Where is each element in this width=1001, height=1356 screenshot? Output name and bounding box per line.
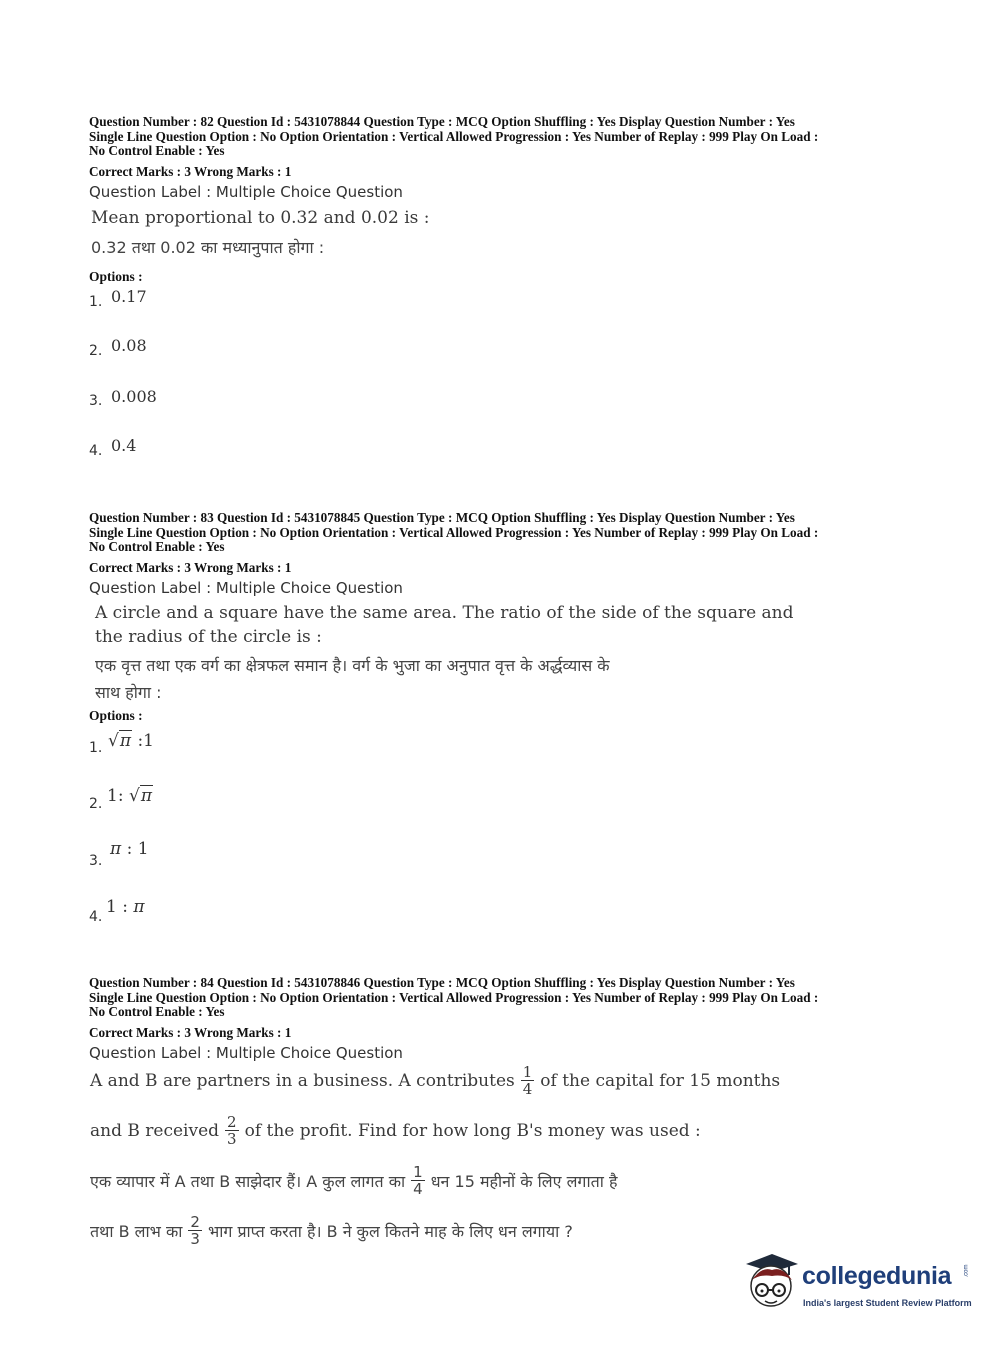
- question-82-text-hi: 0.32 तथा 0.02 का मध्यानुपात होगा :: [91, 238, 325, 257]
- option-value[interactable]: 0.008: [111, 387, 157, 406]
- question-83-text-hi-line1: एक वृत्त तथा एक वर्ग का क्षेत्रफल समान है। वर्ग के भुजा का अनुपात वृत्त के अर्द्धव्यास के: [95, 656, 610, 675]
- question-83-label: Question Label : Multiple Choice Question: [89, 579, 403, 597]
- question-84-text-en-line2: and B received $\frac{2}{3}$ of the profit. Find for how long B's money was used :: [90, 1113, 701, 1148]
- meta-line: No Control Enable : Yes: [89, 143, 225, 159]
- option-number: 2.: [89, 343, 103, 359]
- collegedunia-brand: collegedunia: [802, 1262, 952, 1290]
- meta-line: Question Number : 83 Question Id : 5431078845 Question Type : MCQ Option Shuffling : Yes Display Question Number : Yes: [89, 510, 795, 525]
- option-number: 2.: [89, 796, 103, 812]
- option-value[interactable]: 0.17: [111, 287, 147, 306]
- meta-line: Question Number : 82 Question Id : 5431078844 Question Type : MCQ Option Shuffling : Yes Display Question Number : Yes: [89, 114, 795, 129]
- collegedunia-dotcom: .com: [963, 1264, 970, 1278]
- question-83-text-en-line2: the radius of the circle is :: [95, 627, 322, 647]
- fraction-one-quarter: $\frac{1}{4}$: [522, 1063, 533, 1098]
- question-84-text-hi-line1: एक व्यापार में A तथा B साझेदार हैं। A कुल लागत का $\frac{1}{4}$ धन 15 महीनों के लिए लगाता है: [90, 1163, 618, 1198]
- meta-line: Single Line Question Option : No Option Orientation : Vertical Allowed Progression : Yes Number of Replay : 999 Play On Load :: [89, 128, 819, 144]
- question-83-meta: [89, 511, 919, 555]
- question-84-label: Question Label : Multiple Choice Question: [89, 1044, 403, 1062]
- question-83-text-en-line1: A circle and a square have the same area. The ratio of the side of the square and: [95, 603, 794, 623]
- square-root: √π: [128, 786, 152, 806]
- option-value-sqrt-pi-to-1[interactable]: √π :1: [108, 731, 154, 751]
- fraction-two-thirds: $\frac{2}{3}$: [190, 1213, 200, 1248]
- meta-line: Single Line Question Option : No Option Orientation : Vertical Allowed Progression : Yes Number of Replay : 999 Play On Load :: [89, 989, 819, 1005]
- option-value[interactable]: 0.08: [111, 336, 147, 355]
- fraction-two-thirds: $\frac{2}{3}$: [227, 1113, 237, 1148]
- question-82-text-en: Mean proportional to 0.32 and 0.02 is :: [91, 208, 430, 228]
- question-84-text-en-line1: A and B are partners in a business. A contributes $\frac{1}{4}$ of the capital for 15 months: [90, 1063, 781, 1098]
- option-number: 3.: [89, 853, 103, 869]
- question-84-marks: Correct Marks : 3 Wrong Marks : 1: [89, 1025, 292, 1040]
- question-83-text-hi-line2: साथ होगा :: [95, 683, 162, 702]
- option-value-1-to-sqrt-pi[interactable]: 1: √π: [107, 786, 152, 806]
- meta-line: No Control Enable : Yes: [89, 1004, 225, 1020]
- question-84-meta: [89, 976, 919, 1020]
- question-82-meta: [89, 115, 919, 159]
- collegedunia-tagline: India's largest Student Review Platform: [803, 1298, 972, 1308]
- option-value-pi-to-1[interactable]: π : 1: [110, 839, 149, 859]
- option-number: 4.: [89, 443, 103, 459]
- option-number: 1.: [89, 294, 103, 310]
- meta-line: Question Number : 84 Question Id : 5431078846 Question Type : MCQ Option Shuffling : Yes Display Question Number : Yes: [89, 975, 795, 990]
- meta-line: Single Line Question Option : No Option Orientation : Vertical Allowed Progression : Yes Number of Replay : 999 Play On Load :: [89, 524, 819, 540]
- question-82-options-heading: Options :: [89, 269, 143, 284]
- fraction-one-quarter: $\frac{1}{4}$: [413, 1163, 423, 1198]
- question-82-marks: Correct Marks : 3 Wrong Marks : 1: [89, 164, 292, 179]
- option-number: 1.: [89, 740, 103, 756]
- option-number: 4.: [89, 909, 103, 925]
- meta-line: No Control Enable : Yes: [89, 539, 225, 555]
- question-83-marks: Correct Marks : 3 Wrong Marks : 1: [89, 560, 292, 575]
- option-value-1-to-pi[interactable]: 1 : π: [106, 897, 145, 917]
- question-82-label: Question Label : Multiple Choice Question: [89, 183, 403, 201]
- option-value[interactable]: 0.4: [111, 436, 137, 455]
- option-number: 3.: [89, 393, 103, 409]
- square-root: √π: [108, 731, 132, 751]
- question-83-options-heading: Options :: [89, 708, 143, 723]
- question-84-text-hi-line2: तथा B लाभ का $\frac{2}{3}$ भाग प्राप्त करता है। B ने कुल कितने माह के लिए धन लगाया ?: [90, 1213, 573, 1248]
